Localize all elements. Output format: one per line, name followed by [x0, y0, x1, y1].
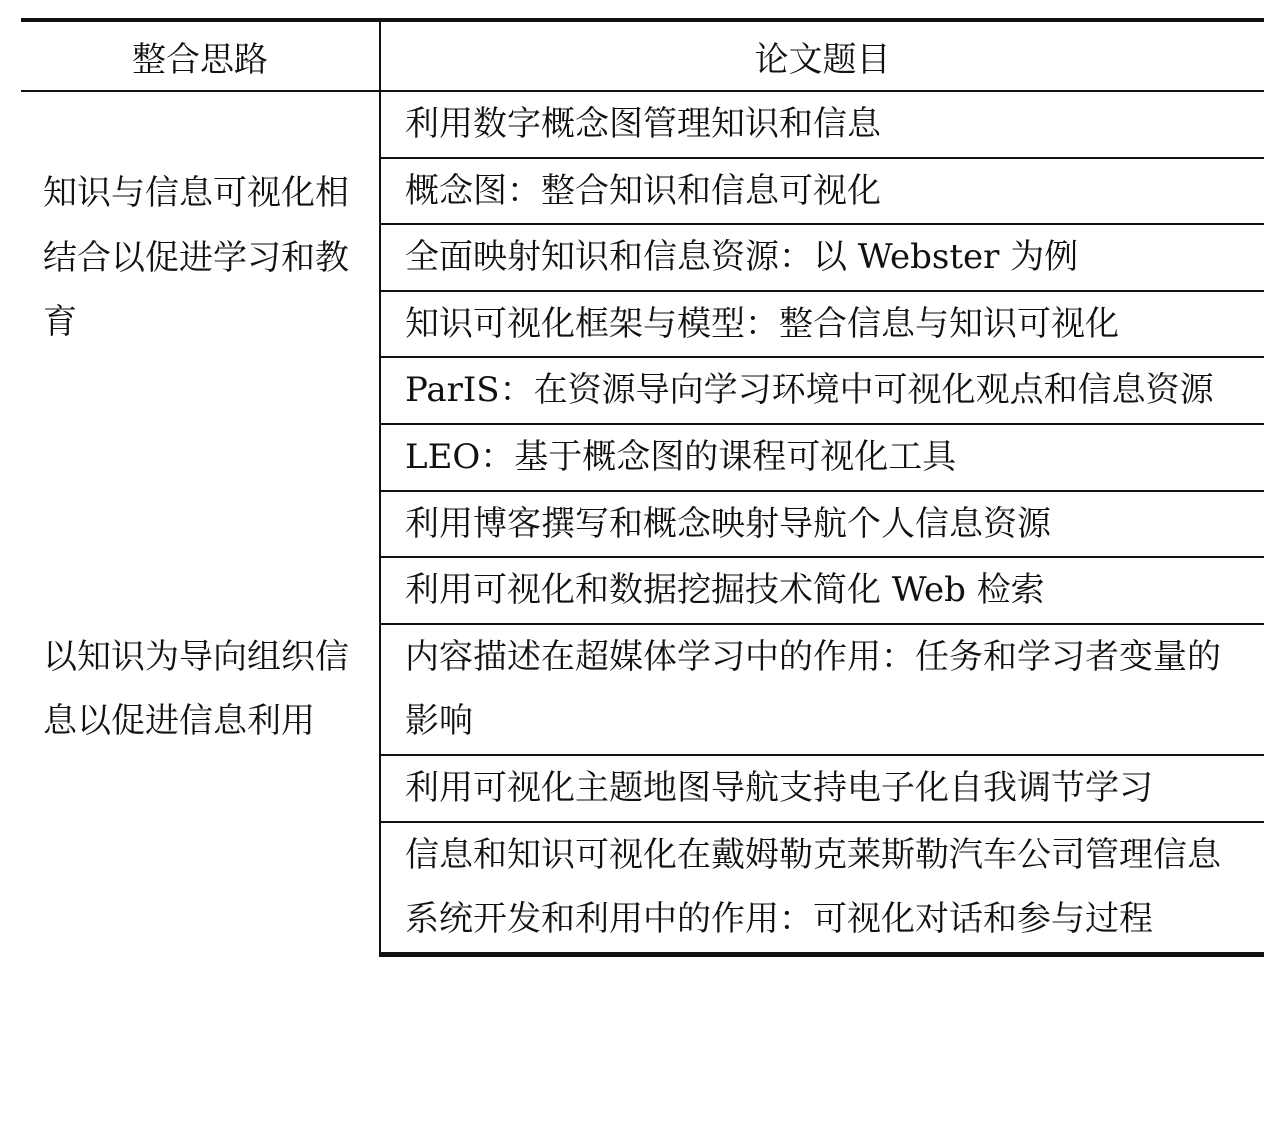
header-row	[21, 20, 1264, 91]
paper-title-cell: 全面映射知识和信息资源：以 Webster 为例	[380, 224, 1264, 291]
paper-title-cell: 利用数字概念图管理知识和信息	[380, 91, 1264, 158]
group-category-cell: 以知识为导向组织信息以促进信息利用	[21, 424, 380, 954]
header-integration-approach: 整合思路	[21, 20, 380, 91]
paper-title-cell: 利用博客撰写和概念映射导航个人信息资源	[380, 491, 1264, 558]
paper-title-cell: 利用可视化和数据挖掘技术简化 Web 检索	[380, 557, 1264, 624]
header-paper-title: 论文题目	[380, 20, 1264, 91]
paper-title-cell: LEO：基于概念图的课程可视化工具	[380, 424, 1264, 491]
table-row	[21, 91, 1264, 158]
table-row	[21, 424, 1264, 491]
paper-title-cell: 信息和知识可视化在戴姆勒克莱斯勒汽车公司管理信息系统开发和利用中的作用：可视化对话和参与过程	[380, 822, 1264, 955]
paper-title-cell: 概念图：整合知识和信息可视化	[380, 158, 1264, 225]
paper-title-cell: 内容描述在超媒体学习中的作用：任务和学习者变量的影响	[380, 624, 1264, 755]
group-category-cell: 知识与信息可视化相结合以促进学习和教育	[21, 91, 380, 424]
paper-table-container	[21, 18, 1264, 957]
paper-title-cell: 知识可视化框架与模型：整合信息与知识可视化	[380, 291, 1264, 358]
integration-approach-table	[21, 18, 1264, 957]
paper-title-cell: 利用可视化主题地图导航支持电子化自我调节学习	[380, 755, 1264, 822]
paper-title-cell: ParIS：在资源导向学习环境中可视化观点和信息资源	[380, 357, 1264, 424]
